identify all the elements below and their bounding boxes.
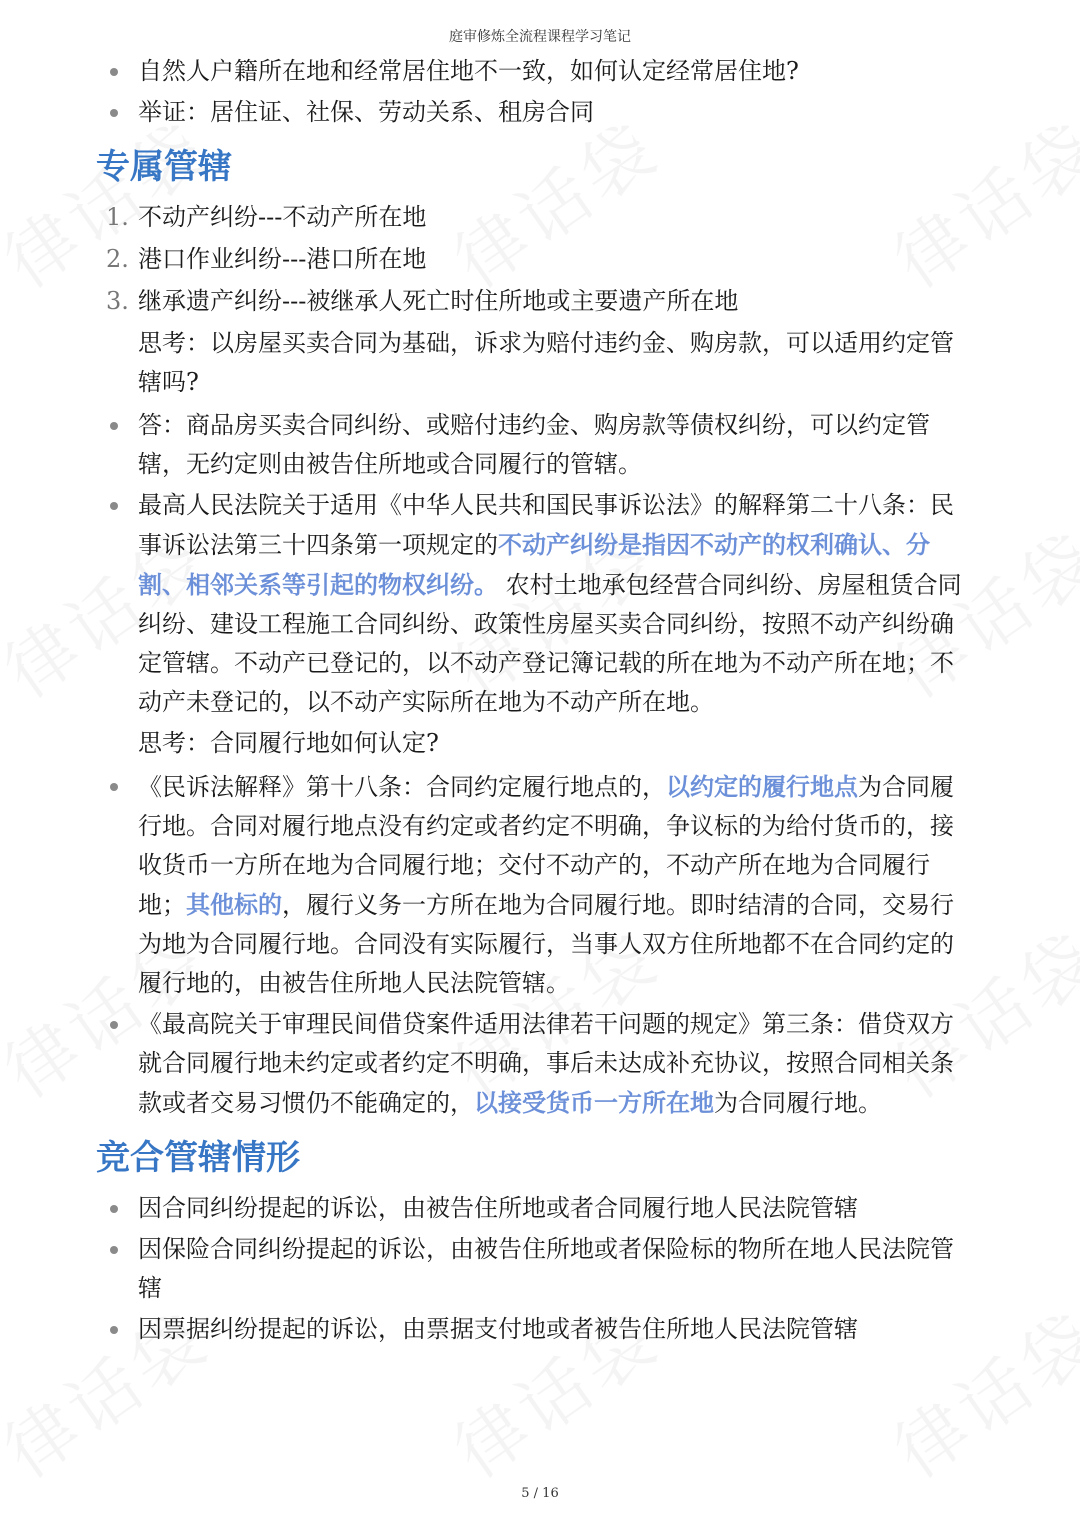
highlight-text: 其他标的 bbox=[186, 890, 282, 919]
think-question: 思考：合同履行地如何认定? bbox=[138, 729, 439, 757]
list-number: 1. bbox=[106, 203, 129, 231]
law-text: 《民诉法解释》第十八条：合同约定履行地点的， bbox=[138, 773, 666, 801]
list-number: 2. bbox=[106, 245, 129, 273]
intro-list bbox=[0, 52, 1080, 132]
list-item: 因保险合同纠纷提起的诉讼，由被告住所地或者保险标的物所在地人民法院管辖 bbox=[0, 1230, 1080, 1308]
numbered-item-text: 港口作业纠纷---港口所在地 bbox=[138, 245, 427, 273]
list-item: 答：商品房买卖合同纠纷、或赔付违约金、购房款等债权纠纷，可以约定管辖，无约定则由被告住所地或合同履行的管辖。 bbox=[0, 406, 1080, 484]
law-text: 农村土地承包经营合同纠纷、房屋租赁合同纠纷、建设工程施工合同纠纷、政策性房屋买卖合同纠纷，按照不动产纠纷确定管辖。不动产已登记的，以不动产登记簿记载的所在地为不动产所在地；不动产未登记的，以不动产实际所在地为不动产所在地。 bbox=[138, 571, 962, 716]
numbered-item bbox=[0, 240, 1080, 279]
section-heading-concurrent-jurisdiction: 竞合管辖情形 bbox=[96, 1138, 300, 1178]
list-item: 因合同纠纷提起的诉讼，由被告住所地或者合同履行地人民法院管辖 bbox=[0, 1189, 1080, 1228]
law-text: ，履行义务一方所在地为合同履行地。即时结清的合同，交易行为地为合同履行地。合同没有实际履行，当事人双方住所地都不在合同约定的履行地的，由被告住所地人民法院管辖。 bbox=[138, 891, 954, 997]
list-item: 举证：居住证、社保、劳动关系、租房合同 bbox=[0, 93, 1080, 132]
numbered-list bbox=[0, 198, 1080, 321]
list-number: 3. bbox=[106, 287, 129, 315]
highlight-text: 以接受货币一方所在地 bbox=[474, 1088, 714, 1117]
list-item bbox=[0, 767, 1080, 1003]
numbered-item bbox=[0, 198, 1080, 237]
concurrent-list bbox=[0, 1189, 1080, 1349]
numbered-item-text: 不动产纠纷---不动产所在地 bbox=[138, 203, 427, 231]
list-item bbox=[0, 486, 1080, 722]
list-item: 因票据纠纷提起的诉讼，由票据支付地或者被告住所地人民法院管辖 bbox=[0, 1310, 1080, 1349]
law-text: 为合同履行地。合同对履行地点没有约定或者约定不明确，争议标的为给付货币的，接收货币一方所在地为合同履行地；交付不动产的，不动产所在地为合同履行地； bbox=[138, 773, 954, 919]
page-header: 庭审修炼全流程课程学习笔记 bbox=[449, 29, 631, 45]
law-text: 最高人民法院关于适用《中华人民共和国民事诉讼法》的解释第二十八条：民事诉讼法第三十四条第一项规定的 bbox=[138, 491, 954, 559]
list-item bbox=[0, 1005, 1080, 1123]
page-number: 5 / 16 bbox=[521, 1486, 559, 1501]
exclusive-notes-list bbox=[0, 406, 1080, 722]
section-heading-exclusive-jurisdiction: 专属管辖 bbox=[96, 147, 232, 187]
law-text: 为合同履行地。 bbox=[714, 1089, 882, 1117]
list-item: 自然人户籍所在地和经常居住地不一致，如何认定经常居住地? bbox=[0, 52, 1080, 91]
think-question: 思考：以房屋买卖合同为基础，诉求为赔付违约金、购房款，可以适用约定管辖吗? bbox=[138, 329, 954, 396]
highlight-text: 以约定的履行地点 bbox=[666, 772, 858, 801]
numbered-item bbox=[0, 282, 1080, 321]
highlight-text: 不动产纠纷是指因不动产的权利确认、分割、相邻关系等引起的物权纠纷。 bbox=[138, 530, 930, 599]
performance-place-list bbox=[0, 767, 1080, 1123]
numbered-item-text: 继承遗产纠纷---被继承人死亡时住所地或主要遗产所在地 bbox=[138, 287, 739, 315]
page-content bbox=[0, 52, 1080, 1351]
law-text: 《最高院关于审理民间借贷案件适用法律若干问题的规定》第三条：借贷双方就合同履行地未约定或者约定不明确，事后未达成补充协议，按照合同相关条款或者交易习惯仍不能确定的， bbox=[138, 1010, 954, 1117]
